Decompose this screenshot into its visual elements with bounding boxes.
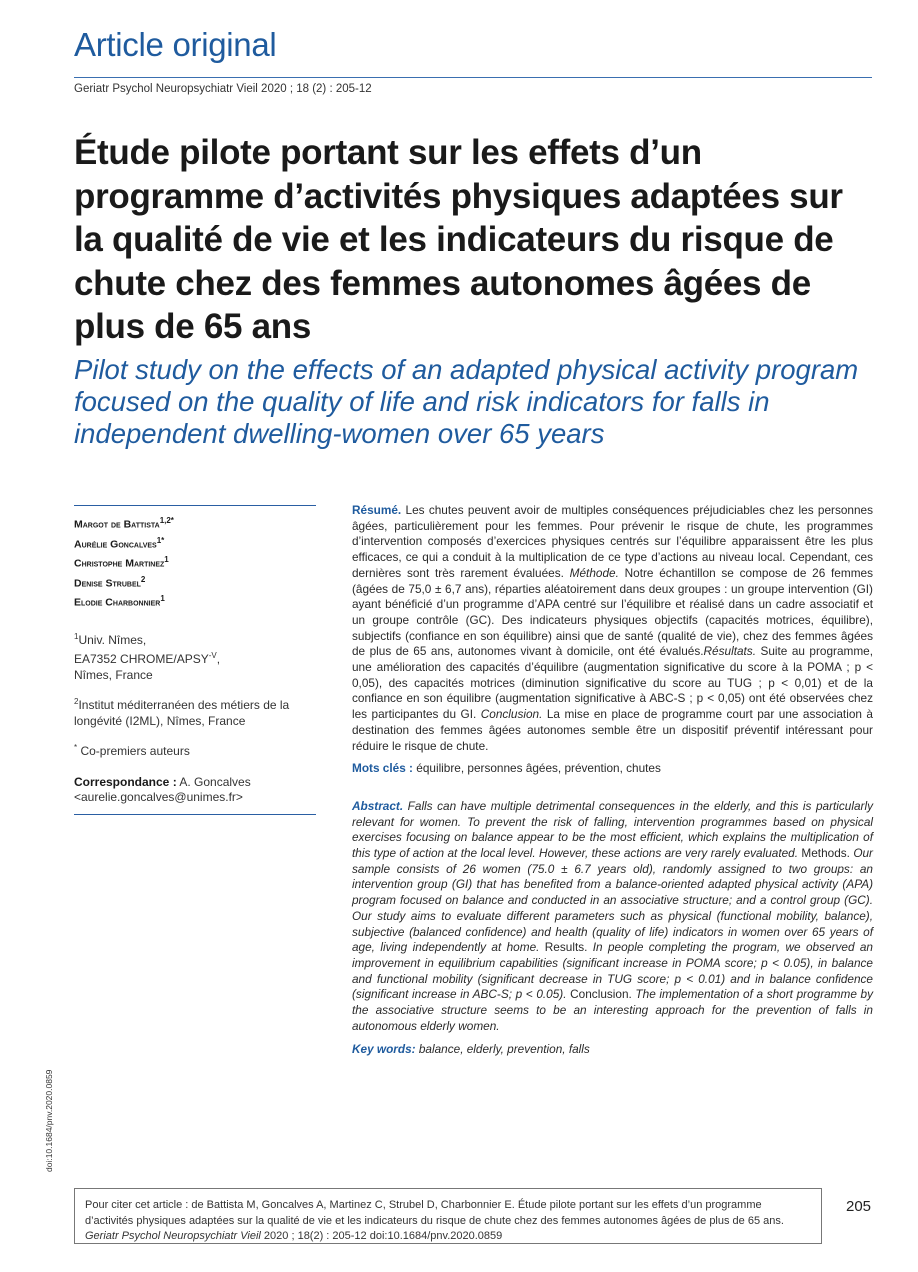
mots-cles: Mots clés : équilibre, personnes âgées, prévention, chutes [352, 761, 661, 776]
abstract-column [352, 503, 873, 1057]
page-number: 205 [846, 1198, 872, 1215]
affiliation-1: $^1$Univ. Nîmes, EA7352 CHROME/$APSY^{-V}$, Nîmes, France [74, 631, 221, 682]
author-item: Elodie Charbonnier$^1$ [74, 594, 165, 609]
article-title-french: Étude pilote portant sur les effets d’un programme d’activités physiques adaptées sur la qualité de vie et les indicateurs du risque de chute chez des femmes autonomes âgées de plus de 65 ans [74, 133, 843, 346]
co-first-authors-note: * Co-premiers auteurs [74, 743, 190, 758]
article-title-english: Pilot study on the effects of an adapted physical activity program focused on the quality of life and risk indicators for falls in independent dwelling-women over 65 years [74, 354, 859, 449]
author-column [74, 505, 316, 815]
correspondence-email[interactable]: <aurelie.goncalves@unimes.fr> [74, 790, 243, 804]
abstract-paragraph: Abstract. Falls can have multiple detrimental consequences in the elderly, and this is particularly relevant for women. To prevent the risk of falling, intervention programmes based on physical exercises focusing on balance appear to be the most efficient, which explains the multiplication of this type of action at the local level. However, these actions are very rarely evaluated. Methods. Our sample consists of 26 women (75.0 ± 6.7 years old), randomly assigned to two groups: an intervention group (GI) that has benefited from a balance-oriented adapted physical activity (APA) program focused on balance and conducted in an associative structure; and a control group (GC). Our study aims to evaluate different parameters such as physical (functional mobility, balance), subjective (balanced confidence) and health (quality of life) indicators in women over 65 years of age, living independently at home. Results. In people completing the program, we observed an improvement in equilibrium capabilities (significant increase in POMA score; p < 0.05), in balance and functional mobility (significant decrease in TUG score; p < 0.01) and in balance confidence (significant increase in ABC-S; p < 0.05). Conclusion. The implementation of a short programme by the associative structure seems to be an interesting approach for the prevention of falls in autonomous elderly women. [352, 798, 873, 1033]
author-column-bottom-rule [74, 814, 316, 815]
affiliation-2: $^2$Institut méditerranéen des métiers de la longévité (I2ML), Nîmes, France [74, 697, 290, 728]
correspondence: Correspondance : A. Goncalves <aurelie.goncalves@unimes.fr> [74, 774, 251, 804]
author-list [74, 513, 316, 611]
key-words: Key words: balance, elderly, prevention, falls [352, 1041, 590, 1056]
journal-citation: Geriatr Psychol Neuropsychiatr Vieil 2020 ; 18 (2) : 205-12 [74, 83, 372, 95]
side-doi: doi:10.1684/pnv.2020.0859 [44, 1069, 54, 1172]
cite-box: Pour citer cet article : de Battista M, Goncalves A, Martinez C, Strubel D, Charbonnier E. Étude pilote portant sur les effets d’un programme d’activités physiques adaptées sur la qualité de vie et les indicateurs du risque de chute chez des femmes autonomes âgées de plus de 65 ans. Geriatr Psychol Neuropsychiatr Vieil 2020 ; 18(2) : 205-12 doi:10.1684/pnv.2020.0859 [74, 1188, 822, 1244]
author-item: Margot de Battista$^{1,2*}$ [74, 516, 174, 531]
author-item: Christophe Martinez$^1$ [74, 555, 169, 570]
section-label: Article original [74, 26, 277, 63]
header-rule [74, 77, 872, 78]
author-item: Denise Strubel$^2$ [74, 574, 146, 589]
author-column-rule [74, 505, 316, 506]
author-item: Aurélie Goncalves$^{1*}$ [74, 535, 165, 550]
resume-paragraph: Résumé. Les chutes peuvent avoir de multiples conséquences préjudiciables chez les personnes âgées, particulièrement pour les femmes. Pour prévenir le risque de chute, les programmes d’intervention composés d’exercices physiques centrés sur l’équilibre apparaissent être les plus efficaces, ce qui a conduit à la multiplication de ce type d’actions au niveau local. Cependant, ces dernières sont très rarement évaluées. Méthode. Notre échantillon se compose de 26 femmes (âgées de 75,0 ± 6,7 ans), réparties aléatoirement dans deux groupes : un groupe intervention (GI) ayant bénéficié d’un programme d’APA centré sur l’équilibre et réalisé dans un cadre associatif et un groupe contrôle (GC). Des indicateurs physiques objectifs (capacités motrices, équilibre), subjectifs (confiance en son équilibre) ainsi que de santé (qualité de vie), chez des femmes âgées de plus de 65 ans, autonomes vivant à domicile, ont été évalués.Résultats. Suite au programme, une amélioration des capacités d’équilibre (augmentation significative du score à la POMA ; p < 0,05), des capacités motrices (diminution significative du score au TUG ; p < 0,01) et de la confiance en son équilibre (augmentation significative à ABC-S ; p < 0,05) ont été observées chez les participantes du GI. Conclusion. La mise en place de programme court par une association à destination des femmes âgées autonomes semble être un dispositif préventif intéressant pour réduire le risque de chute. [352, 503, 874, 753]
